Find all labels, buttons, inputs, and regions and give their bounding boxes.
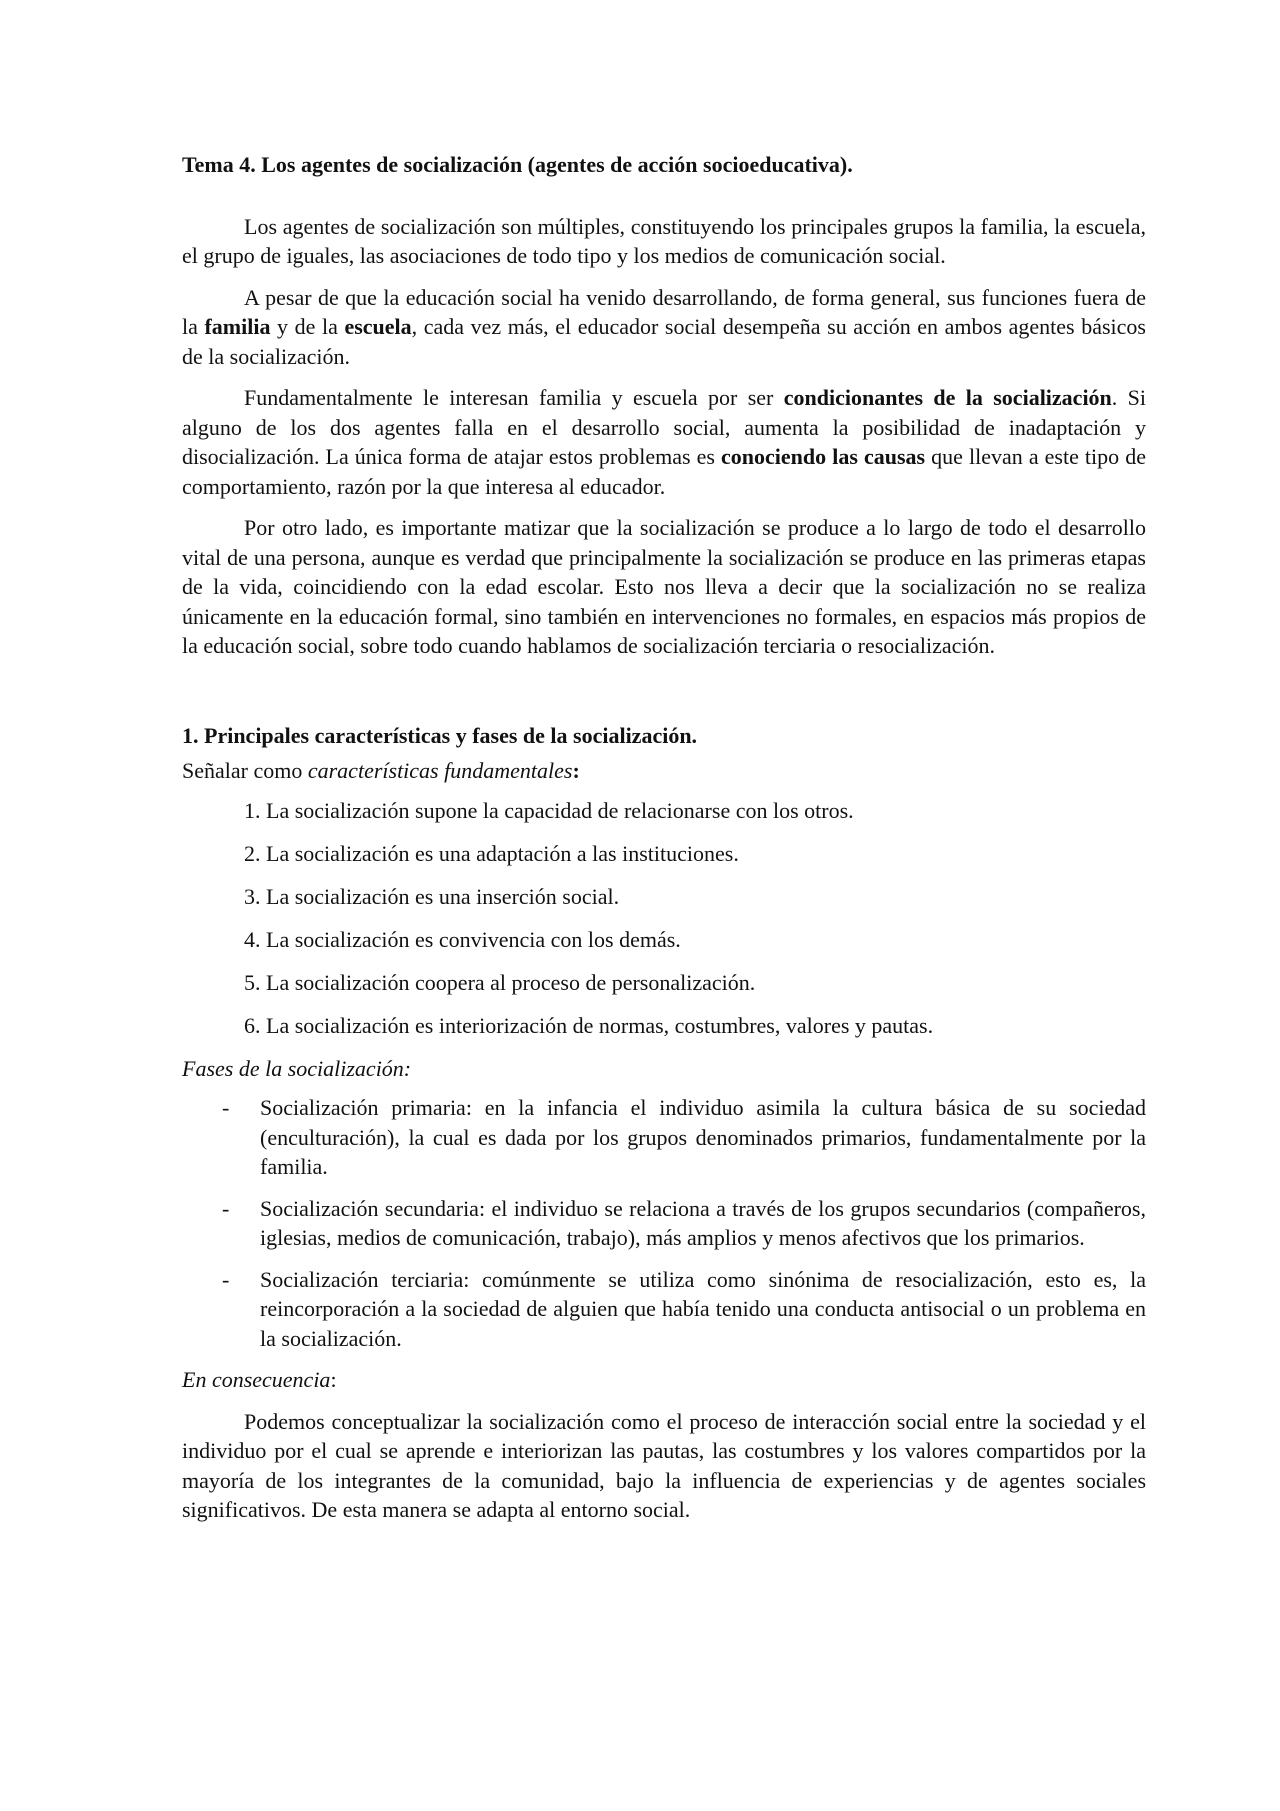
bold-term-familia: familia	[204, 314, 271, 339]
list-item	[182, 1194, 1146, 1253]
list-item: 4. La socialización es convivencia con los demás.	[244, 926, 681, 952]
list-item	[182, 1093, 1146, 1182]
list-item: 1. La socialización supone la capacidad de relacionarse con los otros.	[244, 797, 854, 823]
text-run: A pesar de que la educación social ha venido desarrollando, de forma general, sus funciones fuera de la	[182, 284, 1146, 339]
text-run: , cada vez más, el educador social desempeña su acción en ambos agentes básicos de la socialización.	[182, 314, 1146, 369]
list-item: 2. La socialización es una adaptación a las instituciones.	[244, 840, 739, 866]
phase-text: Socialización terciaria: comúnmente se utiliza como sinónima de resocialización, esto es, la reincorporación a la sociedad de alguien que había tenido una conducta antisocial o un problema en la socialización.	[260, 1266, 1146, 1351]
phase-text: Socialización primaria: en la infancia el individuo asimila la cultura básica de su sociedad (enculturación), la cual es dada por los grupos denominados primarios, fundamentalmente por la familia.	[260, 1095, 1146, 1179]
italic-term: En consecuencia	[182, 1367, 331, 1392]
section-heading: 1. Principales características y fases de la socialización.	[182, 722, 698, 748]
consequence-label	[182, 1365, 1146, 1395]
characteristics-list	[182, 796, 1146, 1041]
text-run: :	[330, 1367, 337, 1392]
text-run: y de la	[270, 314, 345, 339]
characteristics-intro	[182, 756, 1146, 786]
list-item: 3. La socialización es una inserción social.	[244, 883, 620, 909]
bold-term-condicionantes: condicionantes de la socialización	[783, 385, 1112, 410]
dash-bullet: -	[222, 1266, 230, 1292]
bold-colon: :	[572, 758, 580, 783]
dash-bullet: -	[222, 1095, 230, 1120]
phase-text: Socialización secundaria: el individuo se relaciona a través de los grupos secundarios (compañeros, iglesias, medios de comunicación, trabajo), más amplios y menos afectivos que los primarios.	[260, 1195, 1146, 1250]
italic-term: características fundamentales	[307, 758, 573, 783]
list-item: 6. La socialización es interiorización de normas, costumbres, valores y pautas.	[244, 1012, 934, 1038]
paragraph-intro: Los agentes de socialización son múltiples, constituyendo los principales grupos la familia, la escuela, el grupo de iguales, las asociaciones de todo tipo y los medios de comunicación social.	[182, 213, 1146, 268]
text-run: Fundamentalmente le interesan familia y escuela por ser	[244, 385, 784, 410]
paragraph-family-school	[182, 283, 1146, 372]
list-item: 5. La socialización coopera al proceso de personalización.	[244, 969, 756, 995]
bold-term-conociendo: conociendo las causas	[721, 444, 926, 469]
paragraph-lifelong: Por otro lado, es importante matizar que la socialización se produce a lo largo de todo el desarrollo vital de una persona, aunque es verdad que principalmente la socialización se produce en las primeras etapas de la vida, coincidiendo con la edad escolar. Esto nos lleva a decir que la socialización no se realiza únicamente en la educación formal, sino también en intervenciones no formales, en espacios más propios de la educación social, sobre todo cuando hablamos de socialización terciaria o resocialización.	[182, 515, 1146, 658]
phases-list	[182, 1093, 1146, 1353]
text-run: que llevan a este tipo de comportamiento, razón por la que interesa al educador.	[182, 444, 1146, 499]
document-title: Tema 4. Los agentes de socialización (agentes de acción socioeducativa).	[182, 152, 853, 177]
paragraph-conclusion: Podemos conceptualizar la socialización como el proceso de interacción social entre la sociedad y el individuo por el cual se aprende e interiorizan las pautas, las costumbres y los valores compartidos por la mayoría de los integrantes de la comunidad, bajo la influencia de experiencias y de agentes sociales significativos. De esta manera se adapta al entorno social.	[182, 1408, 1146, 1522]
bold-term-escuela: escuela	[344, 314, 412, 339]
text-run: . Si alguno de los dos agentes falla en el desarrollo social, aumenta la posibilidad de inadaptación y disocialización. La única forma de atajar estos problemas es	[182, 385, 1146, 469]
list-item	[182, 1265, 1146, 1354]
phases-label: Fases de la socialización:	[182, 1055, 412, 1081]
paragraph-conditioning	[182, 383, 1146, 501]
text-run: Señalar como	[182, 758, 308, 783]
dash-bullet: -	[222, 1195, 230, 1221]
